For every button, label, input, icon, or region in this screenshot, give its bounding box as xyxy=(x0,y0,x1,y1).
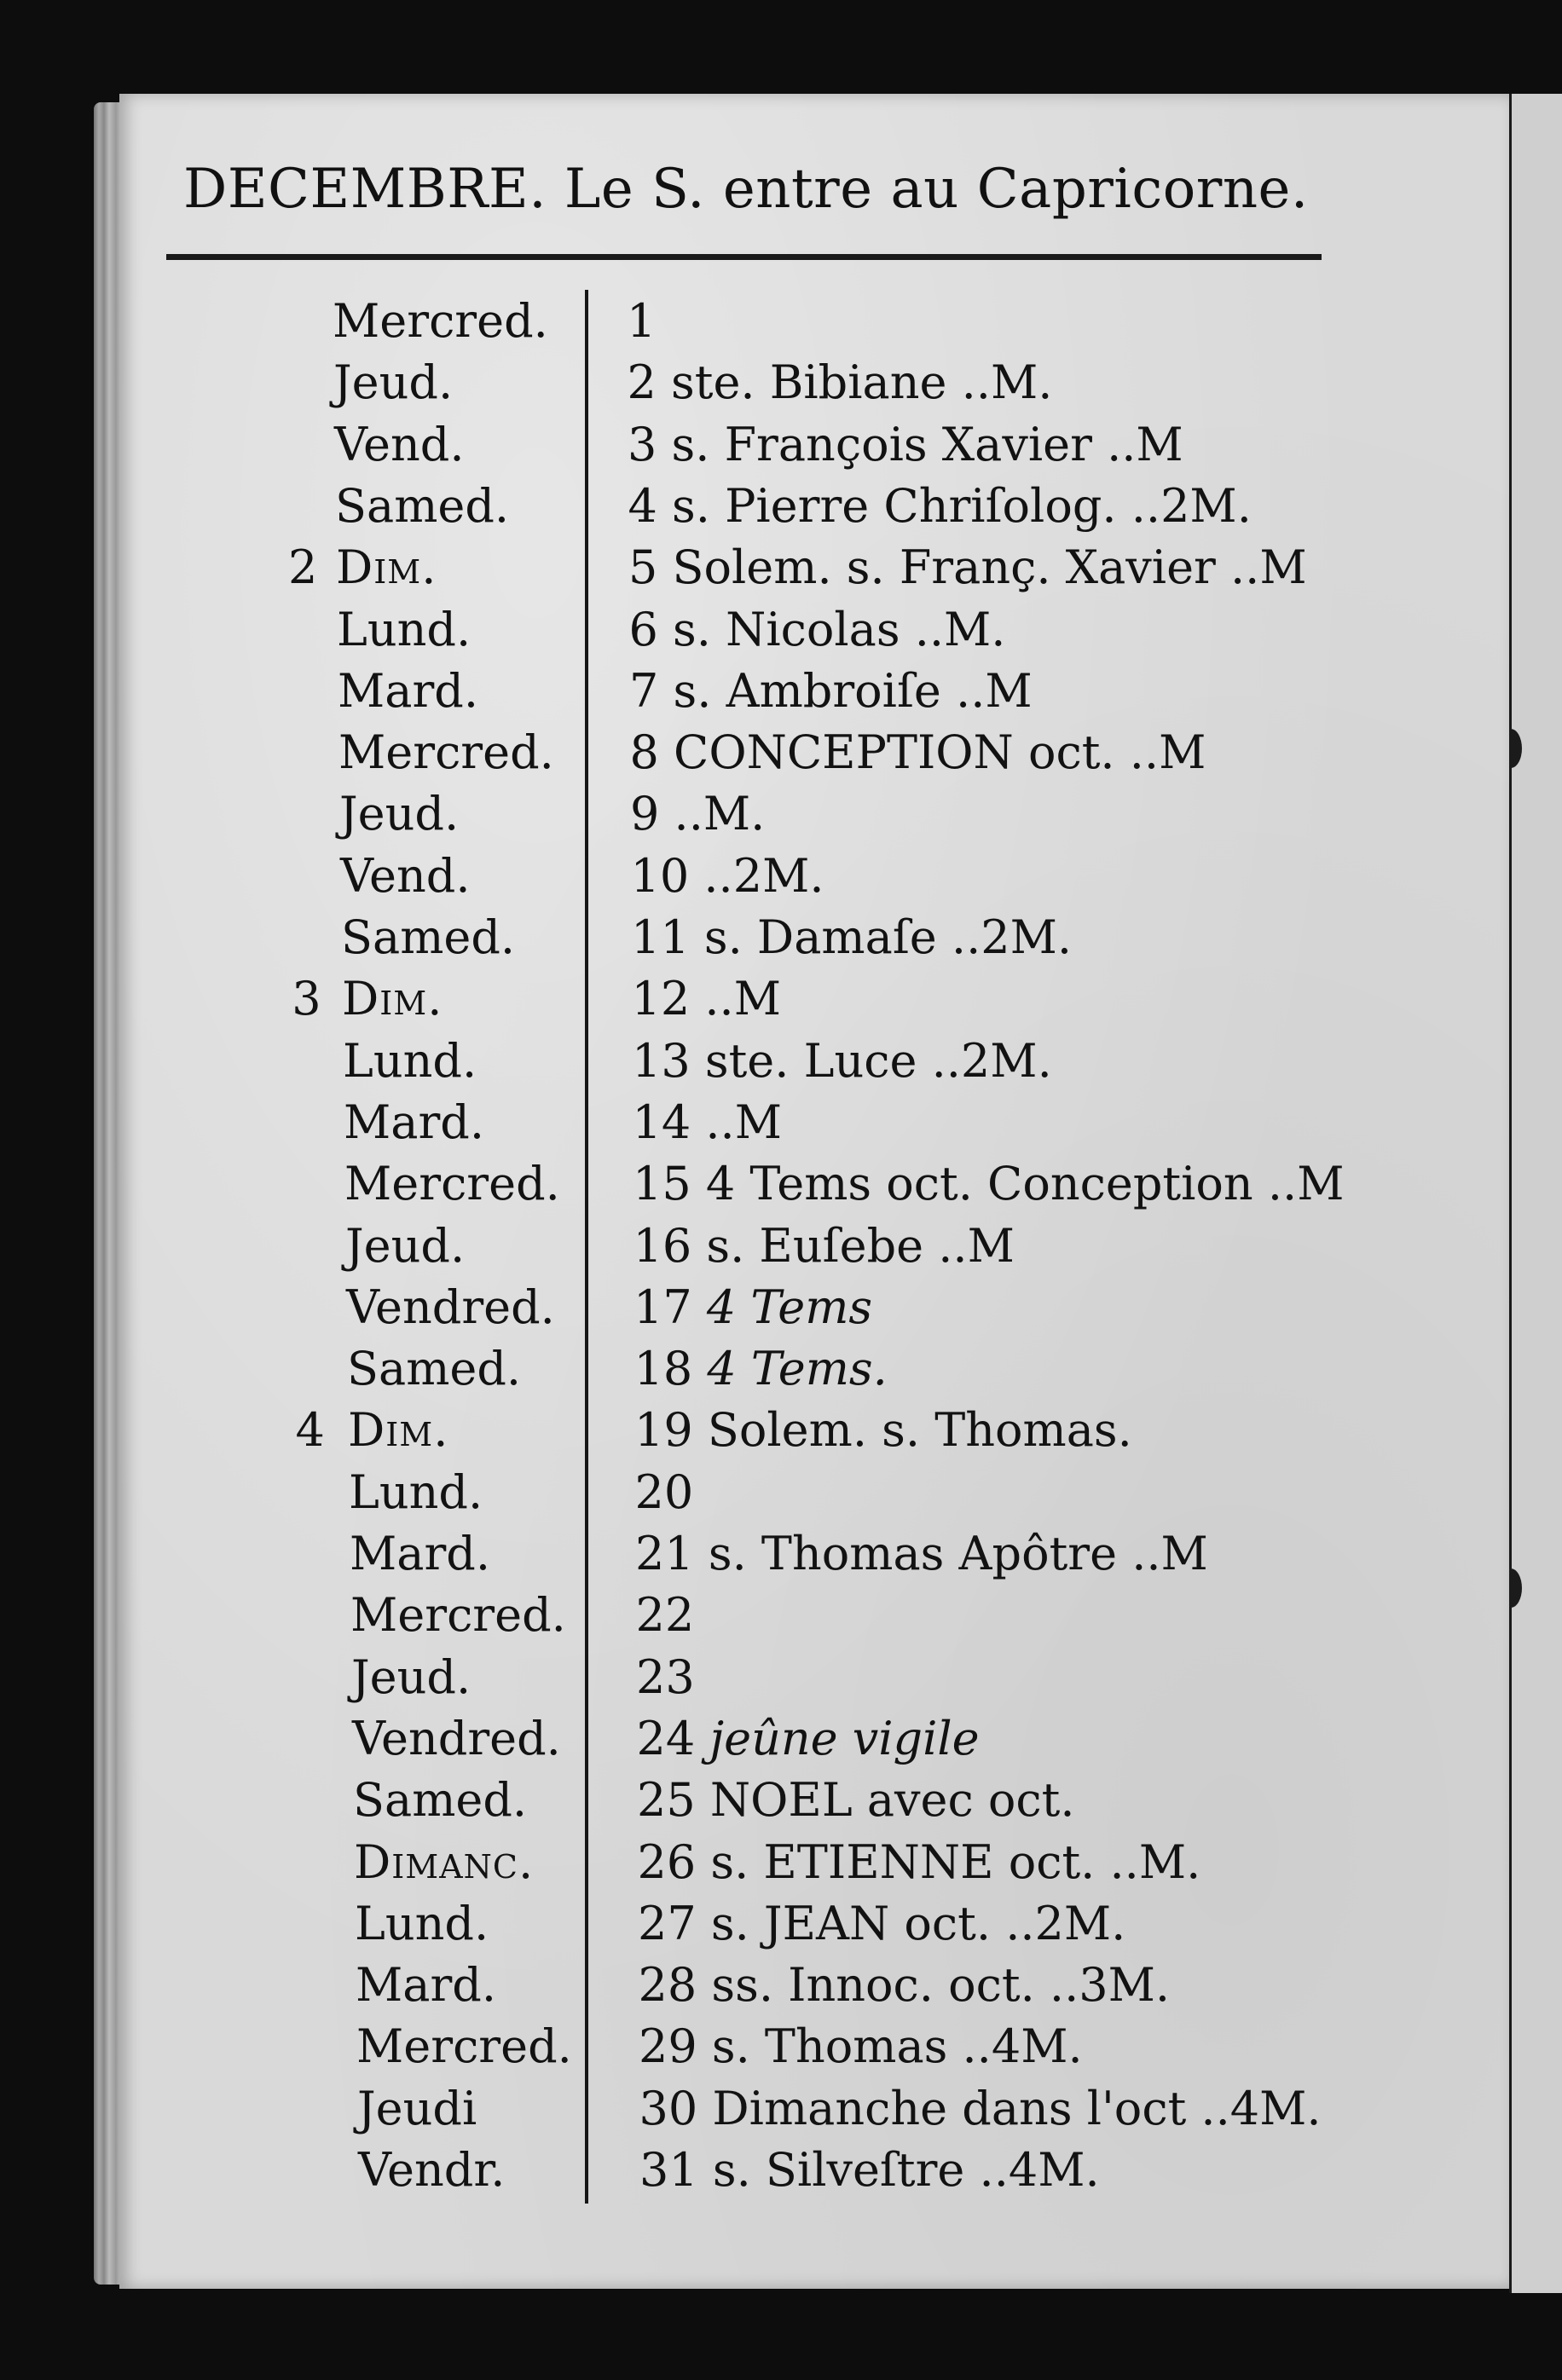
calendar-row xyxy=(0,1034,1560,1095)
feast-text: s. Damaſe ..2M. xyxy=(703,910,1073,964)
day-name: Dim. xyxy=(336,540,437,595)
day-name: Mercred. xyxy=(338,725,554,780)
day-name: Samed. xyxy=(347,1342,522,1396)
day-name: Vend. xyxy=(334,417,465,471)
day-name: Mercred. xyxy=(350,1588,566,1643)
calendar-row xyxy=(0,540,1560,602)
day-name: Lund. xyxy=(349,1464,483,1519)
feast-text: s. Thomas ..4M. xyxy=(711,2019,1083,2074)
week-number: 4 xyxy=(295,1403,325,1458)
date-number: 1 xyxy=(627,294,657,348)
feast-text: Solem. s. Franç. Xavier ..M xyxy=(672,540,1307,595)
day-name: Jeudi xyxy=(357,2081,477,2135)
calendar-row xyxy=(0,355,1560,417)
feast-text: Dimanche dans l'oct ..4M. xyxy=(712,2081,1322,2135)
day-entry xyxy=(630,725,1206,779)
feast-text: s. Euſebe ..M xyxy=(706,1218,1015,1273)
day-entry xyxy=(633,1095,783,1149)
calendar-row xyxy=(0,294,1560,355)
day-entry xyxy=(639,2143,1100,2197)
calendar-row xyxy=(0,910,1560,972)
day-entry xyxy=(628,540,1307,594)
date-number: 13 xyxy=(632,1033,691,1088)
calendar-row xyxy=(0,1280,1560,1342)
calendar-row xyxy=(0,1958,1560,2019)
feast-text: 4 Tems xyxy=(706,1280,873,1334)
day-name: Jeud. xyxy=(345,1218,466,1273)
feast-text: s. Silveſtre ..4M. xyxy=(712,2143,1100,2197)
day-entry xyxy=(638,1897,1125,1950)
day-name: Vendred. xyxy=(346,1280,555,1334)
date-number: 23 xyxy=(636,1649,695,1704)
day-name: Mercred. xyxy=(333,294,548,348)
calendar-row xyxy=(0,1712,1560,1773)
calendar-row xyxy=(0,849,1560,910)
calendar-row xyxy=(0,1773,1560,1834)
day-entry xyxy=(637,1773,1075,1827)
date-number: 5 xyxy=(628,540,658,595)
date-number: 11 xyxy=(631,910,690,964)
day-name: Mard. xyxy=(356,1958,497,2013)
day-name: Lund. xyxy=(337,602,471,656)
day-entry xyxy=(628,418,1183,471)
feast-text: ..M xyxy=(705,1095,783,1149)
page-title: DECEMBRE. Le S. entre au Capricorne. xyxy=(183,158,1309,221)
feast-text: s. JEAN oct. ..2M. xyxy=(710,1896,1126,1950)
calendar-row xyxy=(0,418,1560,479)
day-entry xyxy=(636,1588,695,1642)
day-name: Lund. xyxy=(355,1896,489,1950)
feast-text: ..2M. xyxy=(703,848,824,903)
date-number: 20 xyxy=(634,1464,694,1519)
header-rule xyxy=(166,254,1322,260)
feast-text: ..M xyxy=(704,972,782,1026)
calendar-row xyxy=(0,972,1560,1033)
day-entry xyxy=(628,355,1053,409)
feast-text: 4 Tems. xyxy=(707,1342,888,1396)
calendar-row xyxy=(0,2082,1560,2143)
day-entry xyxy=(639,1958,1171,2012)
feast-text: s. Pierre Chriſolog. ..2M. xyxy=(672,478,1252,533)
date-number: 21 xyxy=(635,1527,694,1580)
day-name: Dim. xyxy=(348,1403,449,1458)
date-number: 9 xyxy=(630,787,660,841)
day-entry xyxy=(629,664,1033,718)
date-number: 14 xyxy=(632,1095,691,1149)
date-number: 25 xyxy=(637,1773,696,1828)
feast-text: s. Thomas Apôtre ..M xyxy=(708,1527,1208,1580)
day-name: Mercred. xyxy=(344,1157,560,1211)
feast-text: jeûne vigile xyxy=(709,1711,980,1765)
day-entry xyxy=(631,910,1072,964)
calendar-row xyxy=(0,1465,1560,1527)
day-entry xyxy=(627,294,656,348)
day-entry xyxy=(635,1527,1208,1580)
day-entry xyxy=(638,1835,1201,1889)
day-name: Vendr. xyxy=(358,2143,506,2197)
date-number: 17 xyxy=(633,1280,692,1334)
date-number: 19 xyxy=(634,1403,693,1458)
date-number: 27 xyxy=(638,1896,697,1950)
calendar-row xyxy=(0,1897,1560,1958)
calendar-row xyxy=(0,1588,1560,1649)
feast-text: ss. Innoc. oct. ..3M. xyxy=(711,1958,1171,2013)
date-number: 24 xyxy=(636,1711,696,1765)
date-number: 7 xyxy=(629,663,659,718)
day-name: Dim. xyxy=(342,972,443,1026)
day-name: Jeud. xyxy=(339,787,460,841)
day-entry xyxy=(631,849,824,903)
day-entry xyxy=(633,1157,1344,1210)
day-entry xyxy=(632,972,782,1025)
feast-text: Solem. s. Thomas. xyxy=(707,1403,1132,1458)
date-number: 10 xyxy=(630,848,690,903)
date-number: 3 xyxy=(628,417,657,471)
day-entry xyxy=(637,1712,980,1765)
day-name: Dimanc. xyxy=(354,1834,535,1889)
day-entry xyxy=(634,1403,1132,1457)
calendar-row xyxy=(0,1095,1560,1157)
calendar-row xyxy=(0,479,1560,540)
feast-text: CONCEPTION oct. ..M xyxy=(674,725,1206,780)
calendar-row xyxy=(0,1157,1560,1218)
date-number: 6 xyxy=(628,602,658,656)
calendar-row xyxy=(0,664,1560,725)
day-entry xyxy=(629,603,1006,656)
day-name: Vend. xyxy=(340,848,471,903)
week-number: 3 xyxy=(292,972,321,1026)
feast-text: ste. Bibiane ..M. xyxy=(671,355,1053,410)
date-number: 4 xyxy=(628,478,657,533)
day-entry xyxy=(628,479,1252,533)
day-entry xyxy=(633,1219,1015,1273)
date-number: 12 xyxy=(631,972,691,1026)
date-number: 8 xyxy=(629,725,659,780)
day-entry xyxy=(633,1280,872,1334)
date-number: 31 xyxy=(639,2143,698,2197)
date-number: 30 xyxy=(639,2081,698,2135)
feast-text: ..M. xyxy=(674,787,766,841)
calendar-row xyxy=(0,1403,1560,1464)
date-number: 15 xyxy=(633,1157,691,1211)
day-entry xyxy=(632,1034,1052,1088)
calendar-row xyxy=(0,2143,1560,2204)
day-name: Mard. xyxy=(344,1095,485,1149)
feast-text: 4 Tems oct. Conception ..M xyxy=(705,1157,1345,1211)
day-entry xyxy=(630,787,765,841)
day-name: Mard. xyxy=(338,663,479,718)
day-name: Lund. xyxy=(343,1033,477,1088)
day-entry xyxy=(636,1650,695,1704)
week-number: 2 xyxy=(288,540,318,595)
day-entry xyxy=(635,1465,694,1519)
feast-text: s. François Xavier ..M xyxy=(671,417,1183,471)
day-entry xyxy=(639,2082,1322,2135)
calendar-row xyxy=(0,603,1560,664)
calendar-row xyxy=(0,1342,1560,1403)
day-entry xyxy=(634,1342,888,1395)
feast-text: ste. Luce ..2M. xyxy=(704,1033,1052,1088)
calendar-row xyxy=(0,725,1560,787)
calendar-row xyxy=(0,1527,1560,1588)
day-entry xyxy=(639,2019,1083,2073)
day-name: Samed. xyxy=(335,478,510,533)
day-name: Samed. xyxy=(341,910,516,964)
feast-text: s. ETIENNE oct. ..M. xyxy=(710,1834,1201,1889)
feast-text: NOEL avec oct. xyxy=(709,1773,1075,1828)
calendar-row xyxy=(0,787,1560,848)
day-name: Mercred. xyxy=(356,2019,572,2074)
feast-text: s. Ambroiſe ..M xyxy=(673,663,1033,718)
day-name: Jeud. xyxy=(351,1649,471,1704)
date-number: 22 xyxy=(635,1588,695,1643)
date-number: 26 xyxy=(637,1834,697,1889)
calendar-row xyxy=(0,1219,1560,1280)
calendar-row xyxy=(0,1650,1560,1712)
calendar-row xyxy=(0,1835,1560,1897)
date-number: 2 xyxy=(627,355,657,410)
date-number: 28 xyxy=(638,1958,697,2013)
day-name: Vendred. xyxy=(352,1711,561,1765)
feast-text: s. Nicolas ..M. xyxy=(673,602,1006,656)
date-number: 18 xyxy=(633,1342,693,1396)
date-number: 16 xyxy=(633,1218,692,1273)
day-name: Samed. xyxy=(353,1773,528,1828)
date-number: 29 xyxy=(639,2019,697,2074)
calendar-row xyxy=(0,2019,1560,2081)
day-name: Jeud. xyxy=(333,355,454,410)
day-name: Mard. xyxy=(350,1527,491,1580)
